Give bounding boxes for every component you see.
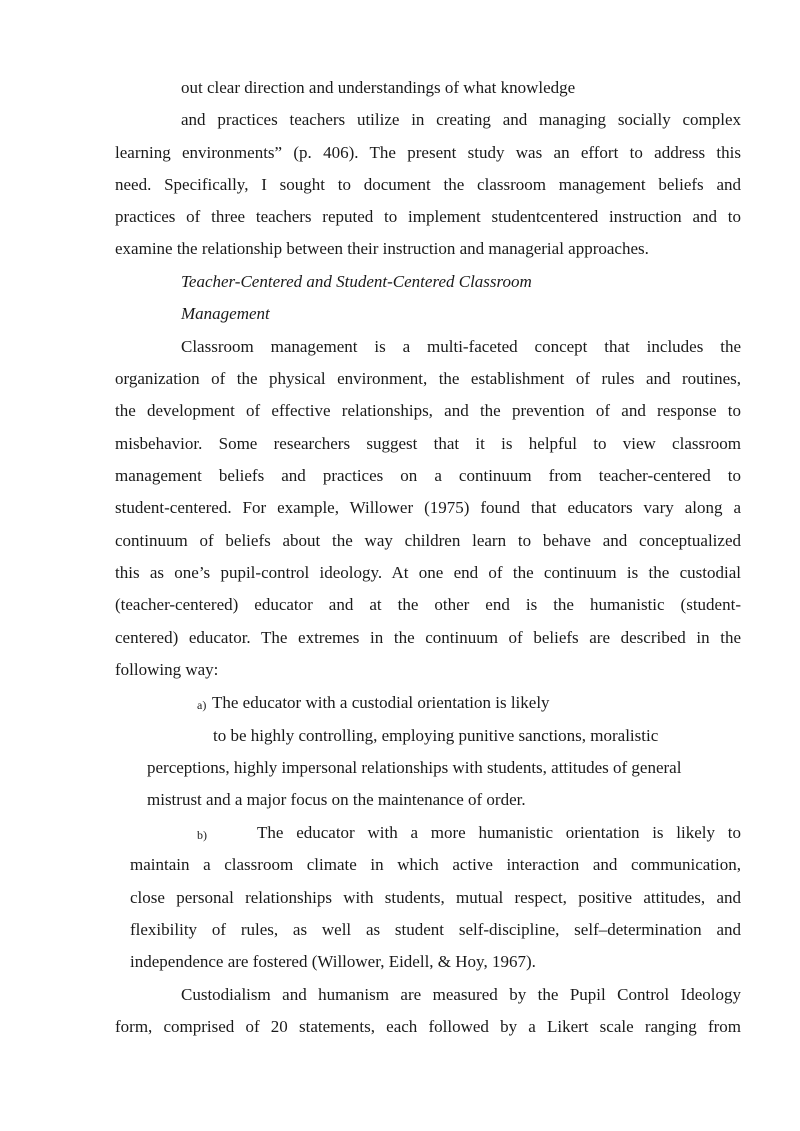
list-item-line: independence are fostered (Willower, Eidell, & Hoy, 1967). — [130, 952, 536, 971]
paragraph-line: continuum of beliefs about the way children learn to behave and conceptualized — [115, 531, 741, 550]
paragraph-line: this as one’s pupil-control ideology. At one end of the continuum is the custodial — [115, 563, 741, 582]
paragraph-line: management beliefs and practices on a continuum from teacher-centered to — [115, 466, 741, 485]
section-heading: Teacher-Centered and Student-Centered Classroom — [181, 272, 532, 291]
paragraph-line: student-centered. For example, Willower (1975) found that educators vary along a — [115, 498, 741, 517]
paragraph-line: form, comprised of 20 statements, each followed by a Likert scale ranging from — [115, 1017, 741, 1036]
paragraph-line: Custodialism and humanism are measured by the Pupil Control Ideology — [181, 985, 741, 1004]
paragraph-line: following way: — [115, 660, 219, 679]
list-item-line: flexibility of rules, as well as student self-discipline, self–determination and — [130, 920, 741, 939]
section-heading: Management — [181, 304, 270, 323]
paragraph-line: misbehavior. Some researchers suggest that it is helpful to view classroom — [115, 434, 741, 453]
list-item-line: mistrust and a major focus on the maintenance of order. — [147, 790, 526, 809]
list-item-line: to be highly controlling, employing punitive sanctions, moralistic — [213, 726, 659, 745]
list-marker: b) — [197, 828, 207, 842]
paragraph-line: out clear direction and understandings of what knowledge — [181, 78, 576, 97]
paragraph-line: practices of three teachers reputed to implement studentcentered instruction and to — [115, 207, 741, 226]
paragraph-line: examine the relationship between their instruction and managerial approaches. — [115, 239, 649, 258]
list-item-line: The educator with a more humanistic orientation is likely to — [257, 823, 741, 842]
list-item-line: The educator with a custodial orientation is likely — [212, 693, 550, 712]
paragraph-line: need. Specifically, I sought to document the classroom management beliefs and — [115, 175, 741, 194]
list-marker: a) — [197, 698, 207, 712]
paragraph-line: organization of the physical environment, the establishment of rules and routines, — [115, 369, 741, 388]
list-item-line: close personal relationships with students, mutual respect, positive attitudes, and — [130, 888, 741, 907]
paragraph-line: Classroom management is a multi-faceted concept that includes the — [181, 337, 741, 356]
list-item-line: perceptions, highly impersonal relationships with students, attitudes of general — [147, 758, 682, 777]
list-item-line: maintain a classroom climate in which active interaction and communication, — [130, 855, 741, 874]
paragraph-line: (teacher-centered) educator and at the other end is the humanistic (student- — [115, 595, 741, 614]
paragraph-line: the development of effective relationships, and the prevention of and response to — [115, 401, 741, 420]
paragraph-line: centered) educator. The extremes in the continuum of beliefs are described in the — [115, 628, 741, 647]
paragraph-line: learning environments” (p. 406). The present study was an effort to address this — [115, 143, 741, 162]
paragraph-line: and practices teachers utilize in creating and managing socially complex — [181, 110, 741, 129]
